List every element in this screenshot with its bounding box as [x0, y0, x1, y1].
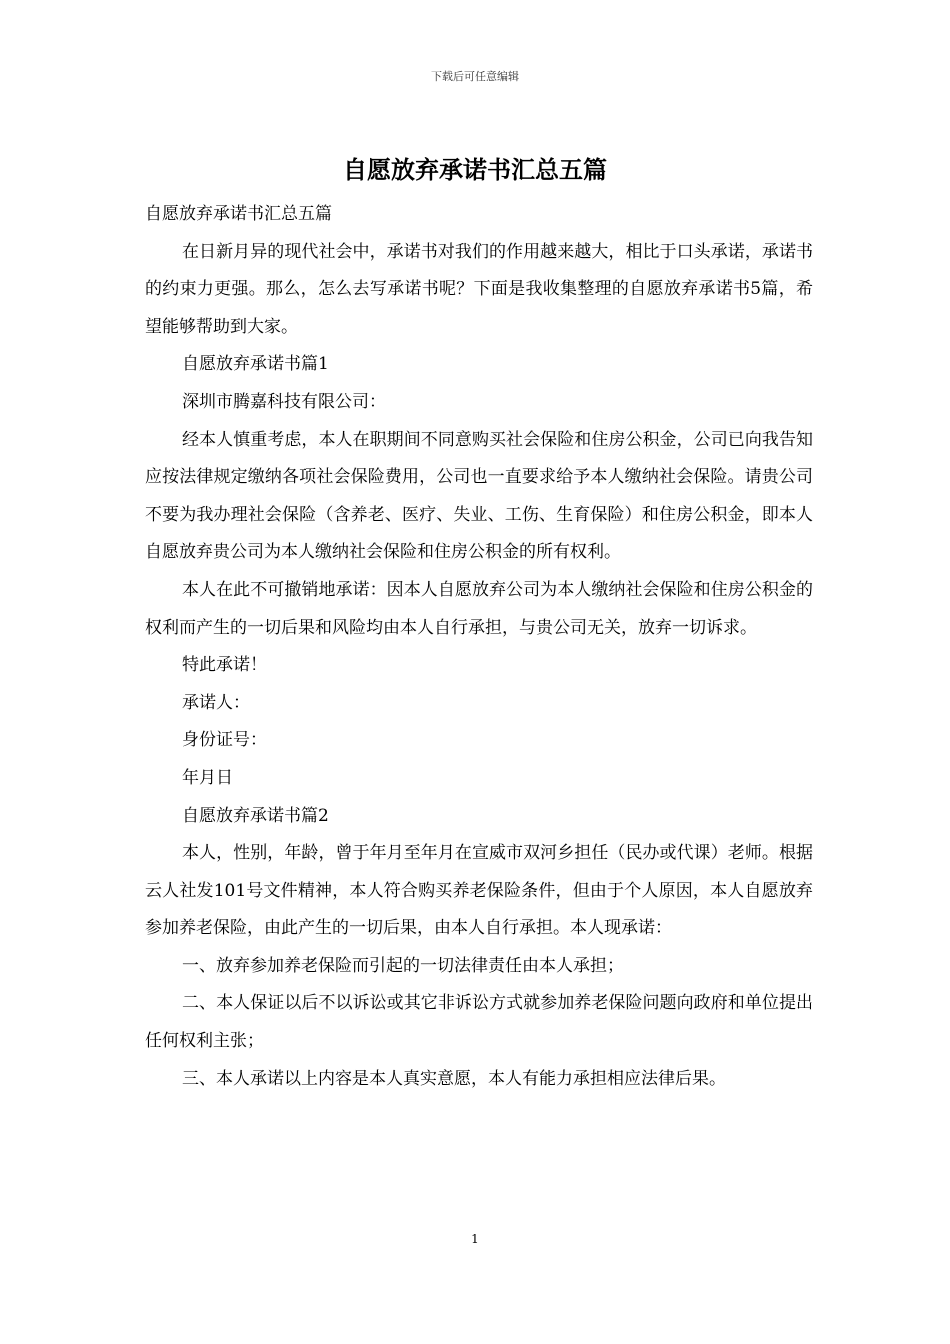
list-item: 二、本人保证以后不以诉讼或其它非诉讼方式就参加养老保险问题向政府和单位提出任何权利主张；: [145, 993, 813, 1052]
list-item: 一、放弃参加养老保险而引起的一切法律责任由本人承担；: [182, 955, 624, 976]
body-paragraph: 本人，性别，年龄，曾于年月至年月在宣威市双河乡担任（民办或代课）老师。根据云人社发101号文件精神，本人符合购买养老保险条件，但由于个人原因，本人自愿放弃参加养老保险，由此产生的一切后果，由本人自行承担。本人现承诺：: [145, 843, 813, 939]
intro-paragraph: 在日新月异的现代社会中，承诺书对我们的作用越来越大，相比于口头承诺，承诺书的约束力更强。那么，怎么去写承诺书呢？下面是我收集整理的自愿放弃承诺书5篇，希望能够帮助到大家。: [145, 241, 813, 337]
section-heading-1: 自愿放弃承诺书篇1: [182, 354, 329, 375]
header-note: 下载后可任意编辑: [431, 70, 519, 83]
document-body: [145, 196, 813, 1098]
id-number-label: 身份证号：: [182, 730, 267, 751]
signer-label: 承诺人：: [182, 692, 250, 713]
closing-paragraph: 特此承诺！: [182, 655, 267, 676]
subtitle-paragraph: 自愿放弃承诺书汇总五篇: [145, 204, 332, 224]
body-paragraph: 本人在此不可撤销地承诺：因本人自愿放弃公司为本人缴纳社会保险和住房公积金的权利而产生的一切后果和风险均由本人自行承担，与贵公司无关，放弃一切诉求。: [145, 579, 813, 638]
document-title: 自愿放弃承诺书汇总五篇: [343, 155, 607, 184]
section-heading-2: 自愿放弃承诺书篇2: [182, 805, 329, 826]
page-number: 1: [471, 1232, 479, 1246]
addressee-paragraph: 深圳市腾嘉科技有限公司：: [182, 391, 386, 412]
body-paragraph: 经本人慎重考虑，本人在职期间不同意购买社会保险和住房公积金，公司已向我告知应按法律规定缴纳各项社会保险费用，公司也一直要求给予本人缴纳社会保险。请贵公司不要为我办理社会保险（含养老、医疗、失业、工伤、生育保险）和住房公积金，即本人自愿放弃贵公司为本人缴纳社会保险和住房公积金的所有权利。: [145, 429, 813, 563]
list-item: 三、本人承诺以上内容是本人真实意愿，本人有能力承担相应法律后果。: [182, 1068, 726, 1089]
date-label: 年月日: [182, 767, 233, 788]
